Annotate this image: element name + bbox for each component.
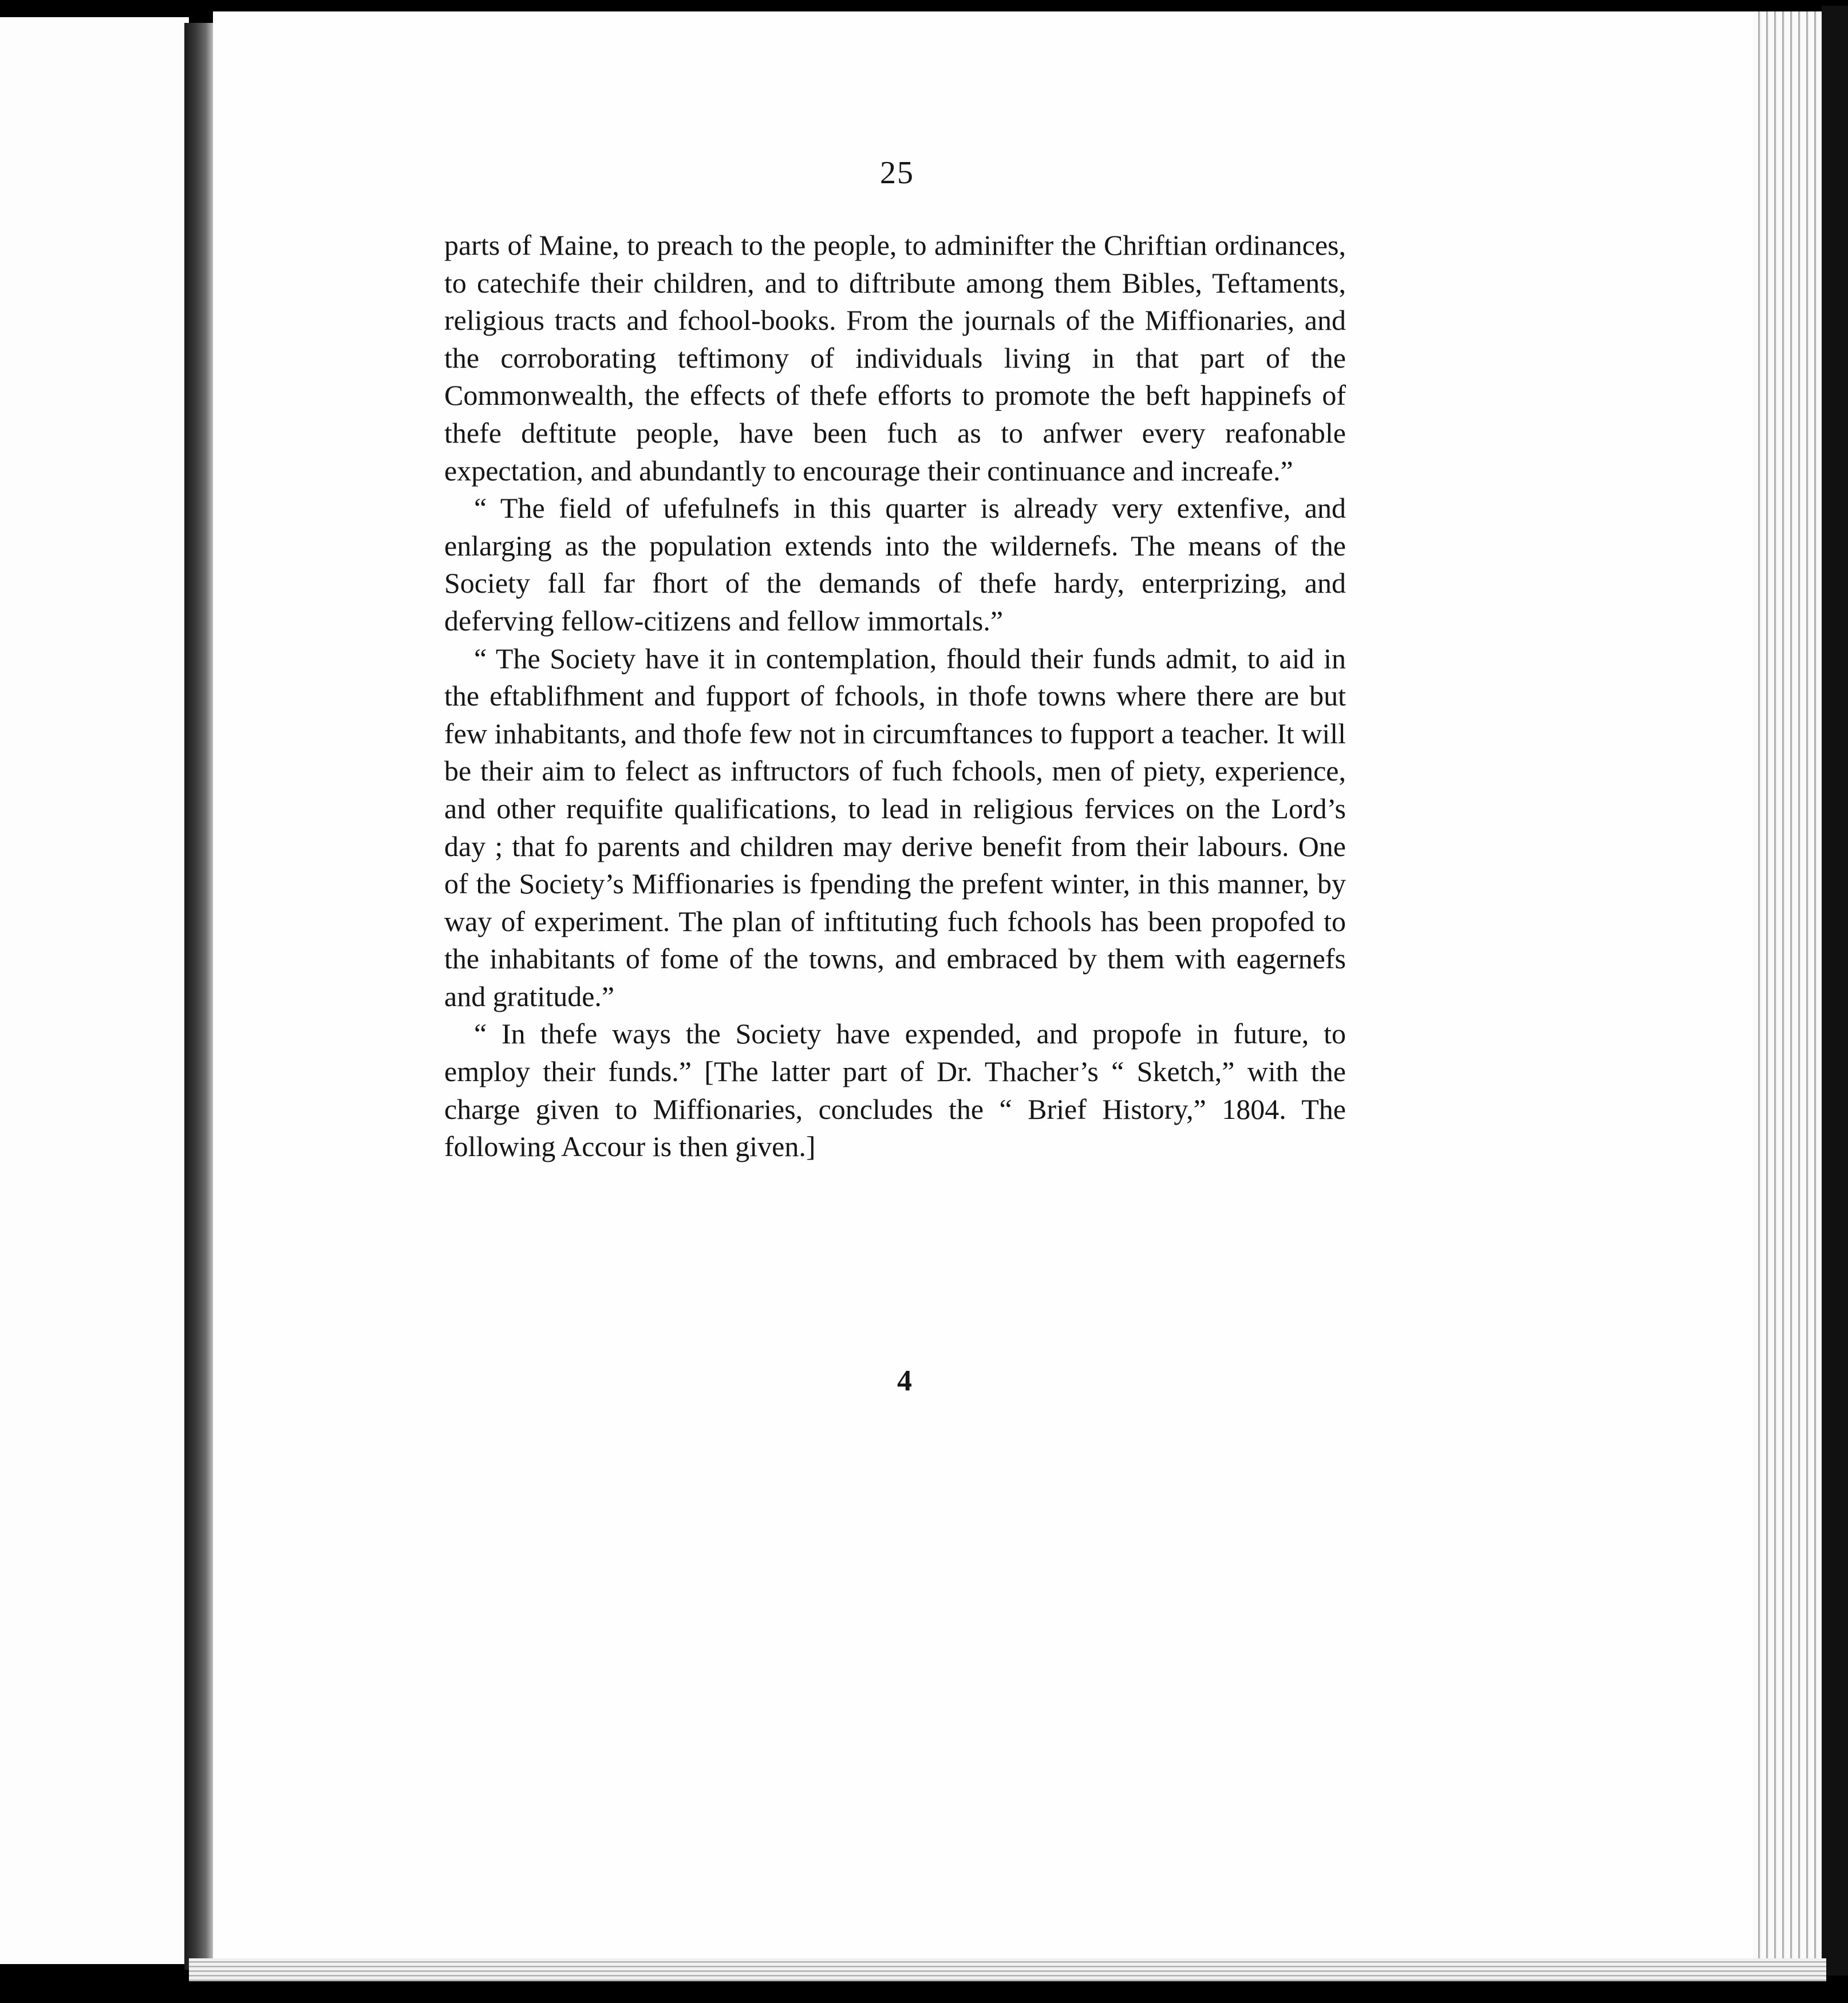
paragraph: “ The field of ufefulnefs in this quarter is already very extenfive, and enlarging as the population extends into the wildernefs. The means of the Society fall far fhort of the demands of thefe hardy, enterprizing, and deferving fellow-citizens and fellow immortals.”	[444, 492, 1346, 637]
bottom-page-edges	[189, 1958, 1826, 1981]
paragraph: “ In thefe ways the Society have expended, and propofe in future, to employ their funds.” [The latter part of Dr. Thacher’s “ Sketch,” with the charge given to Miffionaries, concludes the “ Brief History,” 1804. The following Accour is then given.]	[444, 1018, 1346, 1163]
scan-border	[1822, 6, 1848, 1976]
body-text	[444, 227, 1346, 1166]
paragraph: “ The Society have it in contemplation, fhould their funds admit, to aid in the eftablifhment and fupport of fchools, in thofe towns where there are but few inhabitants, and thofe few not in circumftances to fupport a teacher. It will be their aim to felect as inftructors of fuch fchools, men of piety, experience, and other requifite qualifications, to lead in religious fervices on the Lord’s day ; that fo parents and children may derive benefit from their labours. One of the Society’s Miffionaries is fpending the prefent winter, in this manner, by way of experiment. The plan of inftituting fuch fchools has been propofed to the inhabitants of fome of the towns, and embraced by them with eagernefs and gratitude.”	[444, 642, 1346, 1012]
page-number: 25	[880, 155, 914, 191]
left-page-edge	[0, 17, 189, 1964]
paragraph: parts of Maine, to preach to the people, to adminifter the Chriftian ordinances, to catechife their children, and to diftribute among them Bibles, Teftaments, religious tracts and fchool-books. From the journals of the Miffionaries, and the corroborating teftimony of individuals living in that part of the Commonwealth, the effects of thefe efforts to promote the beft happinefs of thefe deftitute people, have been fuch as to anfwer every reafonable expectation, and abundantly to encourage their continuance and increafe.”	[444, 229, 1346, 487]
book-spine	[184, 23, 213, 1970]
signature-mark: 4	[897, 1365, 912, 1397]
page-edges	[1753, 11, 1822, 1958]
